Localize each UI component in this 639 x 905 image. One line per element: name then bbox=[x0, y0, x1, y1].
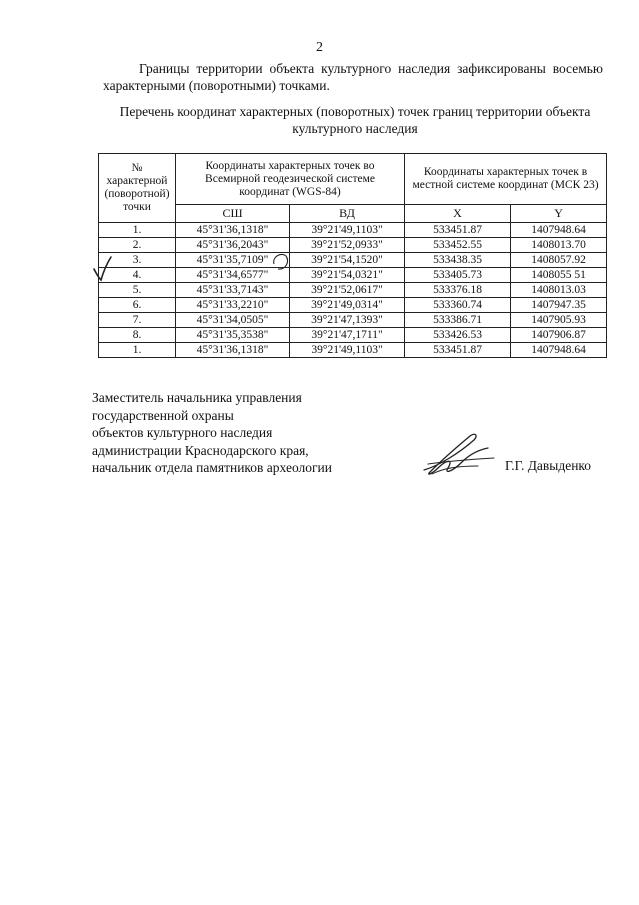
point-number-cell: 1. bbox=[99, 223, 176, 238]
lat-cell: 45°31'35,3538" bbox=[176, 328, 290, 343]
y-header: Y bbox=[511, 205, 607, 223]
check-mark-icon bbox=[92, 255, 114, 283]
lat-header: СШ bbox=[176, 205, 290, 223]
lat-cell: 45°31'33,2210" bbox=[176, 298, 290, 313]
x-cell: 533426.53 bbox=[405, 328, 511, 343]
lon-header: ВД bbox=[290, 205, 405, 223]
x-cell: 533451.87 bbox=[405, 223, 511, 238]
x-cell: 533376.18 bbox=[405, 283, 511, 298]
signature-block bbox=[92, 389, 372, 477]
table-subheader-row bbox=[99, 205, 607, 223]
table-row bbox=[99, 238, 607, 253]
table-row bbox=[99, 298, 607, 313]
table-row bbox=[99, 328, 607, 343]
x-cell: 533386.71 bbox=[405, 313, 511, 328]
point-number-cell: 7. bbox=[99, 313, 176, 328]
lon-cell: 39°21'52,0617" bbox=[290, 283, 405, 298]
point-number-header: № характерной (поворотной) точки bbox=[99, 154, 176, 223]
y-cell: 1408013.03 bbox=[511, 283, 607, 298]
lon-cell: 39°21'54,0321" bbox=[290, 268, 405, 283]
y-cell: 1408013.70 bbox=[511, 238, 607, 253]
page-number: 2 bbox=[316, 40, 323, 55]
lon-cell: 39°21'54,1520" bbox=[290, 253, 405, 268]
signer-title-line: государственной охраны bbox=[92, 407, 234, 423]
signer-title-line: начальник отдела памятников археологии bbox=[92, 460, 332, 475]
table-header-row bbox=[99, 154, 607, 205]
x-cell: 533405.73 bbox=[405, 268, 511, 283]
lat-cell: 45°31'36,1318" bbox=[176, 223, 290, 238]
lat-cell: 45°31'34,0505" bbox=[176, 313, 290, 328]
table-row bbox=[99, 283, 607, 298]
point-number-cell: 3. bbox=[99, 253, 176, 268]
x-header: X bbox=[405, 205, 511, 223]
table-body bbox=[99, 223, 607, 358]
x-cell: 533438.35 bbox=[405, 253, 511, 268]
lon-cell: 39°21'47,1393" bbox=[290, 313, 405, 328]
signer-name: Г.Г. Давыденко bbox=[505, 458, 592, 473]
lon-cell: 39°21'49,1103" bbox=[290, 343, 405, 358]
point-number-cell: 5. bbox=[99, 283, 176, 298]
table-row bbox=[99, 313, 607, 328]
x-cell: 533451.87 bbox=[405, 343, 511, 358]
table-row bbox=[99, 343, 607, 358]
point-number-cell: 1. bbox=[99, 343, 176, 358]
x-cell: 533452.55 bbox=[405, 238, 511, 253]
table-row bbox=[99, 268, 607, 283]
point-number-cell: 4. bbox=[99, 268, 176, 283]
signer-title-line: Заместитель начальника управления bbox=[92, 390, 302, 405]
x-cell: 533360.74 bbox=[405, 298, 511, 313]
point-number-cell: 2. bbox=[99, 238, 176, 253]
lon-cell: 39°21'52,0933" bbox=[290, 238, 405, 253]
y-cell: 1408055 51 bbox=[511, 268, 607, 283]
lat-cell: 45°31'35,7109" bbox=[176, 253, 290, 268]
signer-title-line: администрации Краснодарского края, bbox=[92, 442, 309, 458]
lon-cell: 39°21'49,0314" bbox=[290, 298, 405, 313]
y-cell: 1407948.64 bbox=[511, 223, 607, 238]
table-title: Перечень координат характерных (поворотных) точек границ территории объекта культурного наследия bbox=[119, 104, 591, 136]
lat-cell: 45°31'33,7143" bbox=[176, 283, 290, 298]
y-cell: 1407905.93 bbox=[511, 313, 607, 328]
point-number-cell: 8. bbox=[99, 328, 176, 343]
lat-cell: 45°31'36,2043" bbox=[176, 238, 290, 253]
signer-title-line: объектов культурного наследия bbox=[92, 425, 273, 440]
lon-cell: 39°21'47,1711" bbox=[290, 328, 405, 343]
table-row bbox=[99, 223, 607, 238]
y-cell: 1407906.87 bbox=[511, 328, 607, 343]
wgs84-header: Координаты характерных точек во Всемирной геодезической системе координат (WGS-84) bbox=[176, 154, 405, 205]
y-cell: 1408057.92 bbox=[511, 253, 607, 268]
lon-cell: 39°21'49,1103" bbox=[290, 223, 405, 238]
handwritten-signature-icon bbox=[418, 428, 500, 480]
msk23-header: Координаты характерных точек в местной системе координат (МСК 23) bbox=[405, 154, 607, 205]
point-number-cell: 6. bbox=[99, 298, 176, 313]
y-cell: 1407948.64 bbox=[511, 343, 607, 358]
table-row bbox=[99, 253, 607, 268]
lat-cell: 45°31'34,6577" bbox=[176, 268, 290, 283]
intro-paragraph: Границы территории объекта культурного наследия зафиксированы восемью характерными (поворотными) точками. bbox=[103, 61, 603, 93]
pen-circle-mark-icon bbox=[268, 250, 294, 274]
y-cell: 1407947.35 bbox=[511, 298, 607, 313]
coordinates-table bbox=[98, 153, 607, 358]
lat-cell: 45°31'36,1318" bbox=[176, 343, 290, 358]
